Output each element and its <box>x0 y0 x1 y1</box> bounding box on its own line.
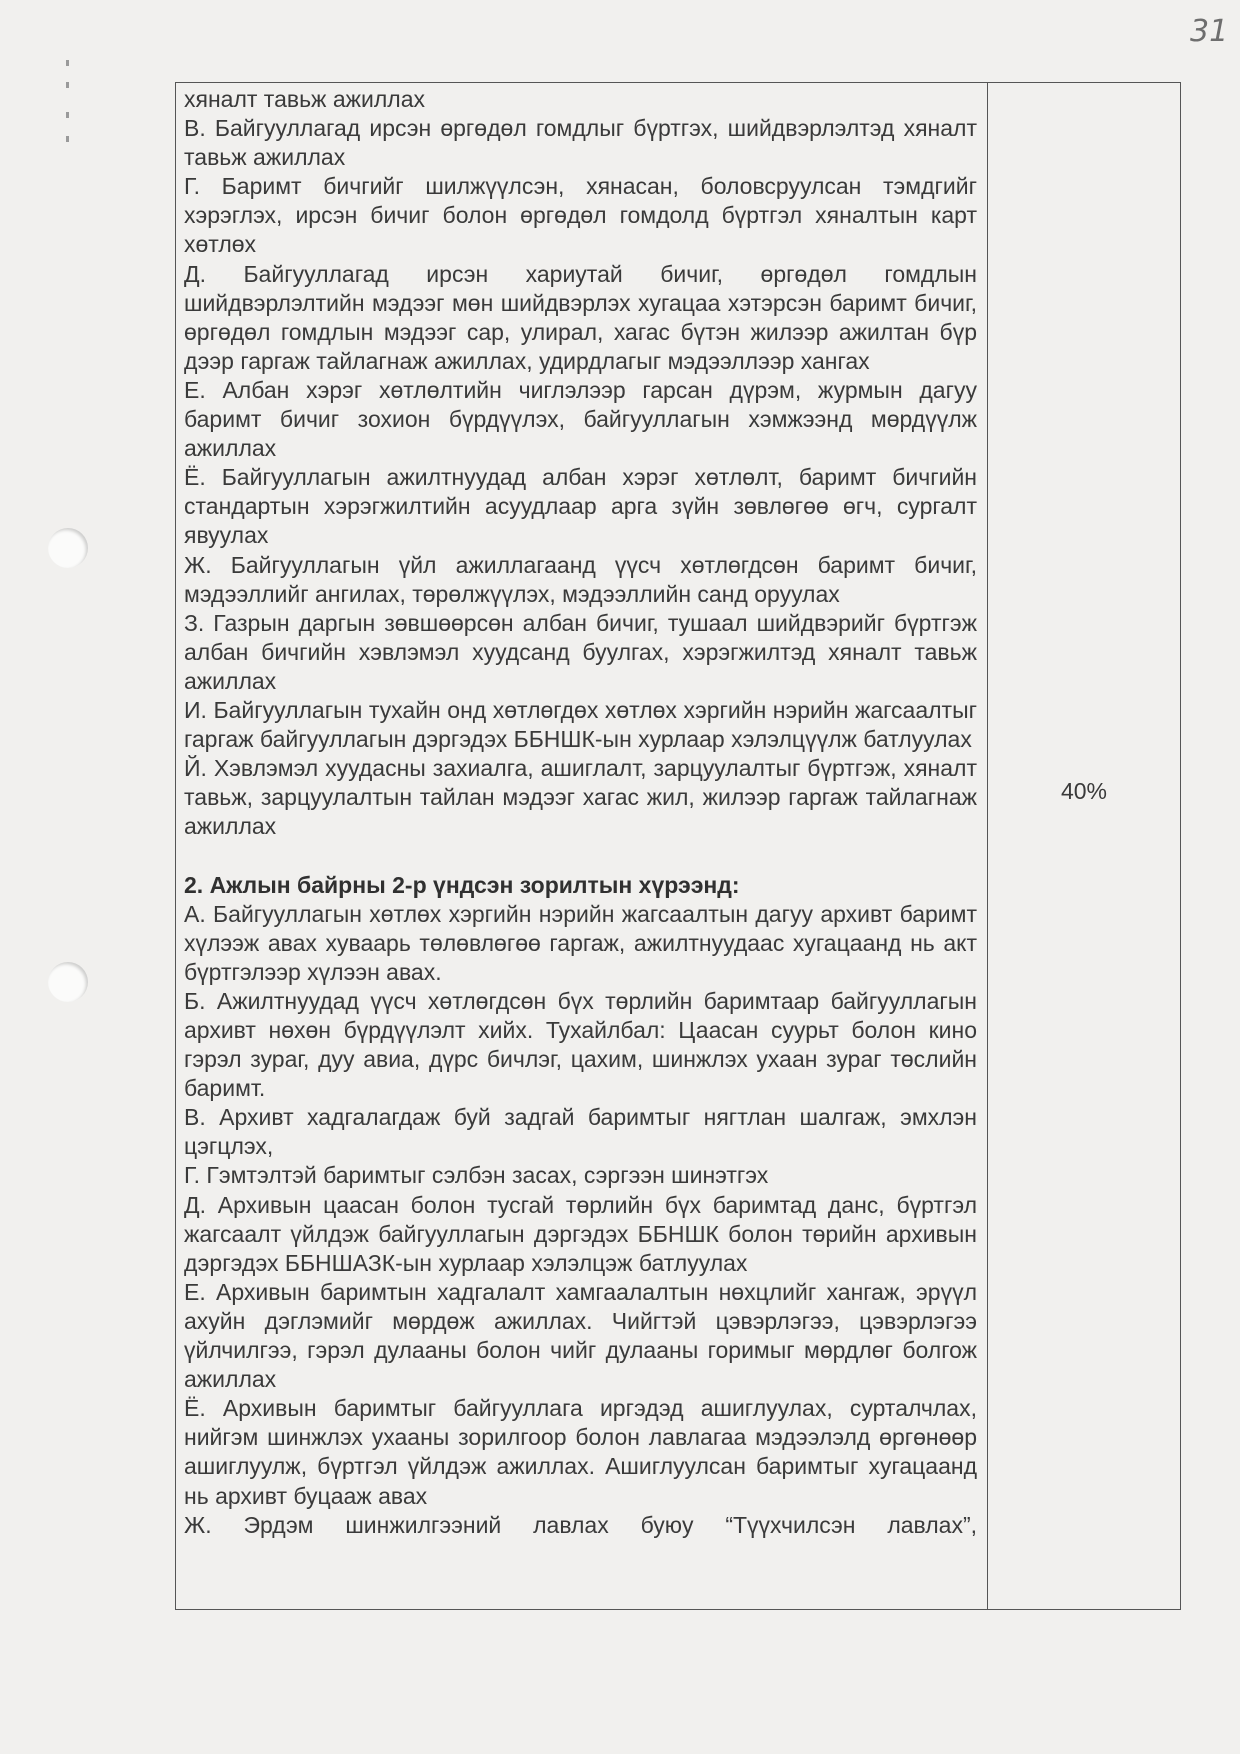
section2-item-zh: Ж. Эрдэм шинжилгээний лавлах буюу “Түүхчилсэн лавлах”, <box>184 1511 977 1538</box>
section1-item-i: И. Байгууллагын тухайн онд хөтлөгдөх хөтлөх хэргийн нэрийн жагсаалтыг гаргаж байгууллагын дэргэдэх ББНШК-ын хурлаар хэлэлцүүлж батлуулах <box>184 696 977 753</box>
section1-item-yo: Ё. Байгууллагын ажилтнуудад албан хэрэг хөтлөлт, баримт бичгийн стандартын хэрэгжилтийн асуудлаар арга зүйн зөвлөгөө өгч, сургалт явуулах <box>184 464 977 549</box>
duties-table <box>175 82 1181 1610</box>
section2-heading: 2. Ажлын байрны 2-р үндсэн зорилтын хүрээнд: <box>184 871 740 898</box>
section2-item-a: А. Байгууллагын хөтлөх хэргийн нэрийн жагсаалтын дагуу архивт баримт хүлээж авах хуваарь төлөвлөгөө гаргаж, ажилтнуудаас хугацаанд нь акт бүртгэлээр хүлээн авах. <box>184 900 977 985</box>
duties-cell <box>176 83 988 1609</box>
percent-cell <box>988 83 1180 1609</box>
section1-item-z: З. Газрын даргын зөвшөөрсөн албан бичиг, тушаал шийдвэрийг бүртгэж албан бичгийн хэвлэмэл хуудсанд буулгах, хэрэгжилтэд хяналт тавьж ажиллах <box>184 609 977 694</box>
section2-item-e: Е. Архивын баримтын хадгалалт хамгаалалтын нөхцлийг хангаж, эрүүл ахуйн дэглэмийг мөрдөж ажиллах. Чийгтэй цэвэрлэгээ, цэвэрлэгээ үйлчилгээ, гэрэл дулааны болон чийг дулааны горимыг мөрдлөг болгож ажиллах <box>184 1278 977 1393</box>
section1-item-v: В. Байгууллагад ирсэн өргөдөл гомдлыг бүртгэх, шийдвэрлэлтэд хяналт тавьж ажиллах <box>184 115 977 171</box>
section2-item-yo: Ё. Архивын баримтыг байгууллага иргэдэд ашиглуулах, сурталчлах, нийгэм шинжлэх ухааны зорилгоор болон лавлагаа мэдээлэлд өргөнөөр ашиглуулж, бүртгэл үйлдэж ажиллах. Ашиглуулсан баримтыг хугацаанд нь архивт буцааж авах <box>184 1395 977 1509</box>
section2-item-b: Б. Ажилтнуудад үүсч хөтлөгдсөн бүх төрлийн баримтаар байгууллагын архивт нөхөн бүрдүүлэлт хийх. Тухайлбал: Цаасан суурьт болон кино гэрэл зураг, дуу авиа, дүрс бичлэг, цахим, шинжлэх ухаан зураг төслийн баримт. <box>184 987 977 1102</box>
section1-item-zh: Ж. Байгууллагын үйл ажиллагаанд үүсч хөтлөгдсөн баримт бичиг, мэдээллийг ангилах, төрөлжүүлэх, мэдээллийн санд оруулах <box>184 551 977 607</box>
percent-value: 40% <box>1060 778 1108 804</box>
margin-specks <box>66 60 72 160</box>
section1-item-continuation: хяналт тавьж ажиллах <box>184 86 425 112</box>
punch-hole-bottom <box>48 962 88 1002</box>
section1-item-iy: Й. Хэвлэмэл хуудасны захиалга, ашиглалт, зарцуулалтыг бүртгэж, хяналт тавьж, зарцуулалтын тайлан мэдээг хагас жил, жилээр гаргаж тайлагнаж ажиллах <box>184 755 977 840</box>
punch-hole-top <box>48 528 88 568</box>
section2-item-g: Г. Гэмтэлтэй баримтыг сэлбэн засах, сэргээн шинэтгэх <box>184 1162 769 1189</box>
section-gap <box>184 841 977 870</box>
section1-item-e: Е. Албан хэрэг хөтлөлтийн чиглэлээр гарсан дүрэм, журмын дагуу баримт бичиг зохион бүрдүүлэх, байгууллагын хэмжээнд мөрдүүлж ажиллах <box>184 376 977 462</box>
section1-item-g: Г. Баримт бичгийг шилжүүлсэн, хянасан, боловсруулсан тэмдгийг хэрэглэх, ирсэн бичиг болон өргөдөл гомдолд бүртгэл хяналтын карт хөтлөх <box>184 173 977 258</box>
section2-item-d: Д. Архивын цаасан болон тусгай төрлийн бүх баримтад данс, бүртгэл жагсаалт үйлдэж байгууллагын дэргэдэх ББНШК болон төрийн архивын дэргэдэх ББНШАЗК-ын хурлаар хэлэлцэж батлуулах <box>184 1191 977 1276</box>
section2-item-v: В. Архивт хадгалагдаж буй задгай баримтыг нягтлан шалгаж, эмхлэн цэгцлэх, <box>184 1104 977 1160</box>
section1-item-d: Д. Байгууллагад ирсэн хариутай бичиг, өргөдөл гомдлын шийдвэрлэлтийн мэдээг мөн шийдвэрлэх хугацаа хэтэрсэн баримт бичиг, өргөдөл гомдлын мэдээг сар, улирал, хагас бүтэн жилээр ажилтан бүр дээр гаргаж тайлагнаж ажиллах, удирдлагыг мэдээллээр хангах <box>184 260 977 374</box>
page-number: 31 <box>1190 14 1229 49</box>
